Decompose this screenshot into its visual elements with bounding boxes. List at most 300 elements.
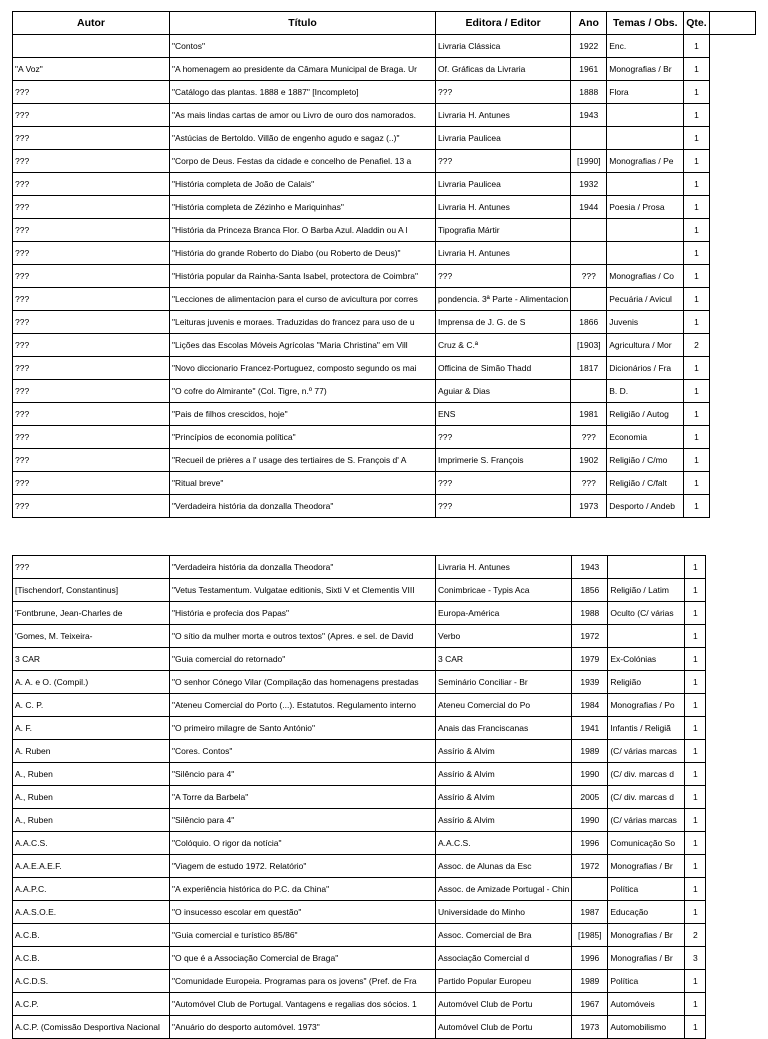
cell-titulo: "Ritual breve" — [170, 472, 436, 495]
cell-ano: 1941 — [572, 717, 608, 740]
cell-editora: Assírio & Alvim — [436, 786, 572, 809]
cell-ano — [571, 380, 607, 403]
cell-editora: Tipografia Mártir — [436, 219, 571, 242]
header-qte: Qte. — [684, 12, 709, 35]
cell-temas: Política — [608, 970, 685, 993]
cell-titulo: "Catálogo das plantas. 1888 e 1887" [Incompleto] — [170, 81, 436, 104]
cell-qte: 1 — [684, 58, 709, 81]
table-row — [13, 947, 706, 970]
cell-autor: ??? — [13, 380, 170, 403]
cell-temas: Agricultura / Mor — [607, 334, 684, 357]
cell-titulo: "Verdadeira história da donzalla Theodora" — [170, 495, 436, 518]
cell-titulo: "Contos" — [170, 35, 436, 58]
table-row — [13, 832, 706, 855]
cell-qte: 1 — [685, 878, 706, 901]
cell-autor: A. C. P. — [13, 694, 170, 717]
cell-autor: A.A.S.O.E. — [13, 901, 170, 924]
cell-temas: Religião — [608, 671, 685, 694]
table-row — [13, 288, 756, 311]
table-row — [13, 334, 756, 357]
cell-qte: 1 — [685, 740, 706, 763]
cell-temas: Ex-Colónias — [608, 648, 685, 671]
cell-ano: 1922 — [571, 35, 607, 58]
table-row — [13, 924, 706, 947]
table-row — [13, 625, 706, 648]
cell-qte: 3 — [685, 947, 706, 970]
cell-editora: ??? — [436, 495, 571, 518]
cell-autor: ??? — [13, 449, 170, 472]
cell-temas: Monografias / Po — [608, 694, 685, 717]
cell-titulo: "História da Princeza Branca Flor. O Barba Azul. Aladdin ou A l — [170, 219, 436, 242]
cell-autor: A.A.E.A.E.F. — [13, 855, 170, 878]
table-row — [13, 556, 706, 579]
cell-qte: 1 — [685, 970, 706, 993]
cell-autor — [13, 35, 170, 58]
cell-temas: Desporto / Andeb — [607, 495, 684, 518]
cell-ano: ??? — [571, 426, 607, 449]
table-row — [13, 357, 756, 380]
cell-ano: 1944 — [571, 196, 607, 219]
cell-qte: 1 — [684, 81, 709, 104]
cell-temas — [608, 556, 685, 579]
cell-titulo: "A experiência histórica do P.C. da China" — [170, 878, 436, 901]
cell-qte: 1 — [684, 357, 709, 380]
table-row — [13, 265, 756, 288]
table-row — [13, 993, 706, 1016]
header-empty-cell — [709, 12, 755, 35]
cell-titulo: "Novo diccionario Francez-Portuguez, composto segundo os mai — [170, 357, 436, 380]
cell-temas: (C/ várias marcas — [608, 740, 685, 763]
cell-ano: [1990] — [571, 150, 607, 173]
cell-editora: Of. Gráficas da Livraria — [436, 58, 571, 81]
cell-ano: 1961 — [571, 58, 607, 81]
cell-titulo: "Automóvel Club de Portugal. Vantagens e regalias dos sócios. 1 — [170, 993, 436, 1016]
cell-editora: Cruz & C.ª — [436, 334, 571, 357]
cell-titulo: "O senhor Cónego Vilar (Compilação das homenagens prestadas — [170, 671, 436, 694]
cell-ano: 1979 — [572, 648, 608, 671]
table-row — [13, 380, 756, 403]
cell-editora: Assoc. de Amizade Portugal - Chin — [436, 878, 572, 901]
cell-autor: A.C.B. — [13, 947, 170, 970]
cell-autor: ??? — [13, 196, 170, 219]
table-row — [13, 740, 706, 763]
cell-ano: 1939 — [572, 671, 608, 694]
cell-ano: 1856 — [572, 579, 608, 602]
cell-autor: ??? — [13, 150, 170, 173]
cell-ano — [571, 288, 607, 311]
cell-autor: ??? — [13, 81, 170, 104]
cell-autor: ??? — [13, 357, 170, 380]
cell-qte: 1 — [684, 35, 709, 58]
cell-ano: 1989 — [572, 970, 608, 993]
cell-temas: Flora — [607, 81, 684, 104]
cell-qte: 1 — [684, 265, 709, 288]
cell-titulo: "Silêncio para 4" — [170, 809, 436, 832]
table-row — [13, 150, 756, 173]
cell-qte: 1 — [685, 832, 706, 855]
table-row — [13, 648, 706, 671]
table-row — [13, 495, 756, 518]
table-body-bottom — [13, 556, 706, 1039]
cell-editora: Livraria Paulicea — [436, 127, 571, 150]
cell-titulo: "Vetus Testamentum. Vulgatae editionis, Sixti V et Clementis VIII — [170, 579, 436, 602]
table-row — [13, 311, 756, 334]
cell-autor: A.C.D.S. — [13, 970, 170, 993]
cell-qte: 1 — [685, 1016, 706, 1039]
cell-editora: Conimbricae - Typis Aca — [436, 579, 572, 602]
cell-temas — [607, 173, 684, 196]
cell-editora: 3 CAR — [436, 648, 572, 671]
cell-temas: Religião / Autog — [607, 403, 684, 426]
cell-editora: Livraria H. Antunes — [436, 196, 571, 219]
cell-titulo: "História completa de João de Calais" — [170, 173, 436, 196]
cell-editora: Livraria H. Antunes — [436, 242, 571, 265]
cell-titulo: "A Torre da Barbela" — [170, 786, 436, 809]
header-row — [13, 12, 756, 35]
cell-qte: 1 — [684, 173, 709, 196]
cell-autor: ??? — [13, 104, 170, 127]
cell-qte: 1 — [684, 449, 709, 472]
cell-titulo: "O primeiro milagre de Santo António" — [170, 717, 436, 740]
cell-temas: Religião / C/falt — [607, 472, 684, 495]
cell-editora: Automóvel Club de Portu — [436, 993, 572, 1016]
cell-temas: B. D. — [607, 380, 684, 403]
cell-titulo: "A homenagem ao presidente da Câmara Municipal de Braga. Ur — [170, 58, 436, 81]
cell-autor: ??? — [13, 403, 170, 426]
cell-titulo: "Lições das Escolas Móveis Agrícolas "Maria Christina" em Vill — [170, 334, 436, 357]
cell-editora: Aguiar & Dias — [436, 380, 571, 403]
cell-temas: Comunicação So — [608, 832, 685, 855]
cell-autor: A.A.C.S. — [13, 832, 170, 855]
cell-ano — [571, 242, 607, 265]
cell-titulo: "O que é a Associação Comercial de Braga" — [170, 947, 436, 970]
cell-qte: 1 — [685, 993, 706, 1016]
cell-qte: 1 — [684, 127, 709, 150]
cell-autor: ??? — [13, 426, 170, 449]
cell-editora: Officina de Simão Thadd — [436, 357, 571, 380]
table-row — [13, 426, 756, 449]
cell-titulo: "Lecciones de alimentacion para el curso de avicultura por corres — [170, 288, 436, 311]
cell-editora: Automóvel Club de Portu — [436, 1016, 572, 1039]
cell-editora: Assoc. Comercial de Bra — [436, 924, 572, 947]
cell-autor: 'Gomes, M. Teixeira- — [13, 625, 170, 648]
cell-qte: 1 — [685, 602, 706, 625]
header-editora: Editora / Editor — [436, 12, 571, 35]
cell-temas: Poesia / Prosa — [607, 196, 684, 219]
cell-temas: Pecuária / Avicul — [607, 288, 684, 311]
table-row — [13, 809, 706, 832]
table-row — [13, 717, 706, 740]
cell-temas — [607, 219, 684, 242]
cell-titulo: "Astúcias de Bertoldo. Villão de engenho agudo e sagaz (..)" — [170, 127, 436, 150]
cell-temas: Monografias / Br — [607, 58, 684, 81]
cell-editora: pondencia. 3ª Parte - Alimentacion — [436, 288, 571, 311]
cell-editora: Anais das Franciscanas — [436, 717, 572, 740]
table-row — [13, 242, 756, 265]
cell-titulo: "O sítio da mulher morta e outros textos" (Apres. e sel. de David — [170, 625, 436, 648]
table-row — [13, 970, 706, 993]
table-row — [13, 127, 756, 150]
cell-autor: A. F. — [13, 717, 170, 740]
cell-editora: Assírio & Alvim — [436, 809, 572, 832]
cell-ano: 1990 — [572, 809, 608, 832]
cell-temas: Automóveis — [608, 993, 685, 1016]
cell-ano: 1981 — [571, 403, 607, 426]
table-row — [13, 173, 756, 196]
catalog-table-top — [12, 11, 756, 518]
cell-ano: 1988 — [572, 602, 608, 625]
table-row — [13, 58, 756, 81]
cell-qte: 1 — [685, 809, 706, 832]
cell-qte: 1 — [684, 311, 709, 334]
header-autor: Autor — [13, 12, 170, 35]
table-row — [13, 694, 706, 717]
cell-temas: Monografias / Co — [607, 265, 684, 288]
cell-ano: 1967 — [572, 993, 608, 1016]
cell-autor: 3 CAR — [13, 648, 170, 671]
cell-titulo: "Anuário do desporto automóvel. 1973" — [170, 1016, 436, 1039]
table-row — [13, 786, 706, 809]
cell-editora: Imprimerie S. François — [436, 449, 571, 472]
cell-temas: (C/ div. marcas d — [608, 763, 685, 786]
cell-ano: ??? — [571, 472, 607, 495]
table-row — [13, 196, 756, 219]
cell-titulo: "As mais lindas cartas de amor ou Livro de ouro dos namorados. — [170, 104, 436, 127]
cell-ano: 1973 — [572, 1016, 608, 1039]
cell-editora: Europa-América — [436, 602, 572, 625]
cell-editora: ??? — [436, 265, 571, 288]
cell-titulo: "Corpo de Deus. Festas da cidade e concelho de Penafiel. 13 a — [170, 150, 436, 173]
cell-titulo: "Viagem de estudo 1972. Relatório" — [170, 855, 436, 878]
cell-ano: 1989 — [572, 740, 608, 763]
cell-titulo: "Guia comercial do retornado" — [170, 648, 436, 671]
cell-qte: 1 — [685, 579, 706, 602]
cell-qte: 1 — [684, 242, 709, 265]
cell-ano: 1996 — [572, 832, 608, 855]
cell-temas: Política — [608, 878, 685, 901]
header-titulo: Título — [170, 12, 436, 35]
table-row — [13, 403, 756, 426]
cell-autor: ??? — [13, 219, 170, 242]
cell-ano: 1987 — [572, 901, 608, 924]
cell-editora: ENS — [436, 403, 571, 426]
cell-autor: ??? — [13, 472, 170, 495]
cell-editora: Livraria Paulicea — [436, 173, 571, 196]
cell-ano: [1903] — [571, 334, 607, 357]
cell-temas: Economia — [607, 426, 684, 449]
cell-editora: ??? — [436, 472, 571, 495]
cell-ano: 1866 — [571, 311, 607, 334]
cell-ano: 1973 — [571, 495, 607, 518]
cell-autor: A., Ruben — [13, 809, 170, 832]
cell-ano — [571, 127, 607, 150]
cell-ano: 1932 — [571, 173, 607, 196]
cell-autor: ??? — [13, 265, 170, 288]
cell-temas: Educação — [608, 901, 685, 924]
cell-titulo: "Verdadeira história da donzalla Theodora" — [170, 556, 436, 579]
table-row — [13, 81, 756, 104]
cell-autor: A.C.P. (Comissão Desportiva Nacional — [13, 1016, 170, 1039]
cell-titulo: "Guia comercial e turístico 85/86" — [170, 924, 436, 947]
cell-ano: 1996 — [572, 947, 608, 970]
cell-ano: 1902 — [571, 449, 607, 472]
cell-temas: Dicionários / Fra — [607, 357, 684, 380]
cell-qte: 1 — [685, 786, 706, 809]
cell-temas — [607, 127, 684, 150]
cell-qte: 1 — [684, 495, 709, 518]
cell-qte: 1 — [685, 671, 706, 694]
cell-autor: 'Fontbrune, Jean-Charles de — [13, 602, 170, 625]
cell-autor: A., Ruben — [13, 763, 170, 786]
cell-titulo: "História e profecia dos Papas" — [170, 602, 436, 625]
table-body-top — [13, 35, 756, 518]
header-temas: Temas / Obs. — [607, 12, 684, 35]
cell-ano: 1990 — [572, 763, 608, 786]
table-row — [13, 602, 706, 625]
table-row — [13, 878, 706, 901]
cell-autor: A.C.P. — [13, 993, 170, 1016]
table-row — [13, 449, 756, 472]
cell-ano: 2005 — [572, 786, 608, 809]
cell-qte: 1 — [685, 717, 706, 740]
cell-editora: ??? — [436, 81, 571, 104]
cell-titulo: "Cores. Contos" — [170, 740, 436, 763]
cell-ano: 1943 — [571, 104, 607, 127]
cell-ano: 1888 — [571, 81, 607, 104]
cell-qte: 1 — [685, 648, 706, 671]
cell-autor: A. A. e O. (Compil.) — [13, 671, 170, 694]
cell-autor: ??? — [13, 495, 170, 518]
table-row — [13, 579, 706, 602]
cell-autor: A., Ruben — [13, 786, 170, 809]
cell-editora: Seminário Conciliar - Br — [436, 671, 572, 694]
cell-editora: Assoc. de Alunas da Esc — [436, 855, 572, 878]
cell-qte: 1 — [684, 219, 709, 242]
cell-qte: 2 — [684, 334, 709, 357]
cell-editora: Assírio & Alvim — [436, 740, 572, 763]
cell-ano: 1972 — [572, 625, 608, 648]
cell-ano — [572, 878, 608, 901]
cell-editora: ??? — [436, 150, 571, 173]
cell-qte: 1 — [684, 104, 709, 127]
cell-autor: [Tischendorf, Constantinus] — [13, 579, 170, 602]
cell-editora: Livraria H. Antunes — [436, 104, 571, 127]
cell-qte: 1 — [684, 472, 709, 495]
cell-qte: 1 — [685, 625, 706, 648]
cell-autor: ??? — [13, 127, 170, 150]
cell-temas: (C/ div. marcas d — [608, 786, 685, 809]
cell-qte: 1 — [684, 150, 709, 173]
cell-autor: ??? — [13, 334, 170, 357]
cell-editora: Imprensa de J. G. de S — [436, 311, 571, 334]
cell-ano: 1943 — [572, 556, 608, 579]
cell-temas: Monografias / Br — [608, 947, 685, 970]
cell-autor: ??? — [13, 288, 170, 311]
cell-temas — [607, 242, 684, 265]
cell-ano — [571, 219, 607, 242]
cell-temas: Infantis / Religiã — [608, 717, 685, 740]
cell-temas — [608, 625, 685, 648]
cell-titulo: "O cofre do Almirante" (Col. Tigre, n.º 77) — [170, 380, 436, 403]
cell-temas: Monografias / Br — [608, 924, 685, 947]
cell-temas: Juvenis — [607, 311, 684, 334]
cell-temas: (C/ várias marcas — [608, 809, 685, 832]
cell-qte: 2 — [685, 924, 706, 947]
cell-temas — [607, 104, 684, 127]
cell-titulo: "História do grande Roberto do Diabo (ou Roberto de Deus)" — [170, 242, 436, 265]
cell-autor: ??? — [13, 173, 170, 196]
cell-qte: 1 — [684, 196, 709, 219]
cell-editora: Livraria Clássica — [436, 35, 571, 58]
table-row — [13, 855, 706, 878]
cell-temas: Automobilismo — [608, 1016, 685, 1039]
table-row — [13, 1016, 706, 1039]
cell-titulo: "Silêncio para 4" — [170, 763, 436, 786]
cell-titulo: "História popular da Rainha-Santa Isabel, protectora de Coimbra" — [170, 265, 436, 288]
cell-qte: 1 — [685, 694, 706, 717]
table-row — [13, 763, 706, 786]
cell-temas: Religião / C/mo — [607, 449, 684, 472]
cell-autor: A.A.P.C. — [13, 878, 170, 901]
cell-titulo: "Princípios de economia política" — [170, 426, 436, 449]
cell-titulo: "História completa de Zézinho e Mariquinhas" — [170, 196, 436, 219]
cell-titulo: "Recueil de prières a l' usage des tertiaires de S. François d' A — [170, 449, 436, 472]
cell-ano: 1972 — [572, 855, 608, 878]
cell-qte: 1 — [685, 855, 706, 878]
cell-autor: ??? — [13, 311, 170, 334]
table-row — [13, 472, 756, 495]
table-row — [13, 35, 756, 58]
cell-titulo: "Comunidade Europeia. Programas para os jovens" (Pref. de Fra — [170, 970, 436, 993]
cell-editora: Livraria H. Antunes — [436, 556, 572, 579]
cell-qte: 1 — [684, 380, 709, 403]
table-row — [13, 104, 756, 127]
cell-qte: 1 — [684, 288, 709, 311]
cell-autor: A. Ruben — [13, 740, 170, 763]
cell-temas: Oculto (C/ várias — [608, 602, 685, 625]
cell-autor: ??? — [13, 242, 170, 265]
cell-temas: Monografias / Pe — [607, 150, 684, 173]
table-row — [13, 671, 706, 694]
cell-temas: Enc. — [607, 35, 684, 58]
cell-editora: Ateneu Comercial do Po — [436, 694, 572, 717]
cell-ano: ??? — [571, 265, 607, 288]
header-ano: Ano — [571, 12, 607, 35]
cell-autor: ??? — [13, 556, 170, 579]
cell-qte: 1 — [685, 763, 706, 786]
cell-titulo: "O insucesso escolar em questão" — [170, 901, 436, 924]
cell-titulo: "Leituras juvenis e moraes. Traduzidas do francez para uso de u — [170, 311, 436, 334]
cell-ano: 1984 — [572, 694, 608, 717]
cell-temas: Religião / Latim — [608, 579, 685, 602]
cell-editora: Partido Popular Europeu — [436, 970, 572, 993]
catalog-table-bottom — [12, 555, 706, 1039]
cell-autor: A.C.B. — [13, 924, 170, 947]
cell-editora: Assírio & Alvim — [436, 763, 572, 786]
cell-ano: [1985] — [572, 924, 608, 947]
cell-titulo: "Ateneu Comercial do Porto (...). Estatutos. Regulamento interno — [170, 694, 436, 717]
cell-temas: Monografias / Br — [608, 855, 685, 878]
table-row — [13, 901, 706, 924]
cell-titulo: "Pais de filhos crescidos, hoje" — [170, 403, 436, 426]
table-row — [13, 219, 756, 242]
cell-titulo: "Colóquio. O rigor da notícia" — [170, 832, 436, 855]
cell-editora: Universidade do Minho — [436, 901, 572, 924]
cell-qte: 1 — [684, 403, 709, 426]
cell-qte: 1 — [684, 426, 709, 449]
cell-editora: A.A.C.S. — [436, 832, 572, 855]
cell-editora: Associação Comercial d — [436, 947, 572, 970]
